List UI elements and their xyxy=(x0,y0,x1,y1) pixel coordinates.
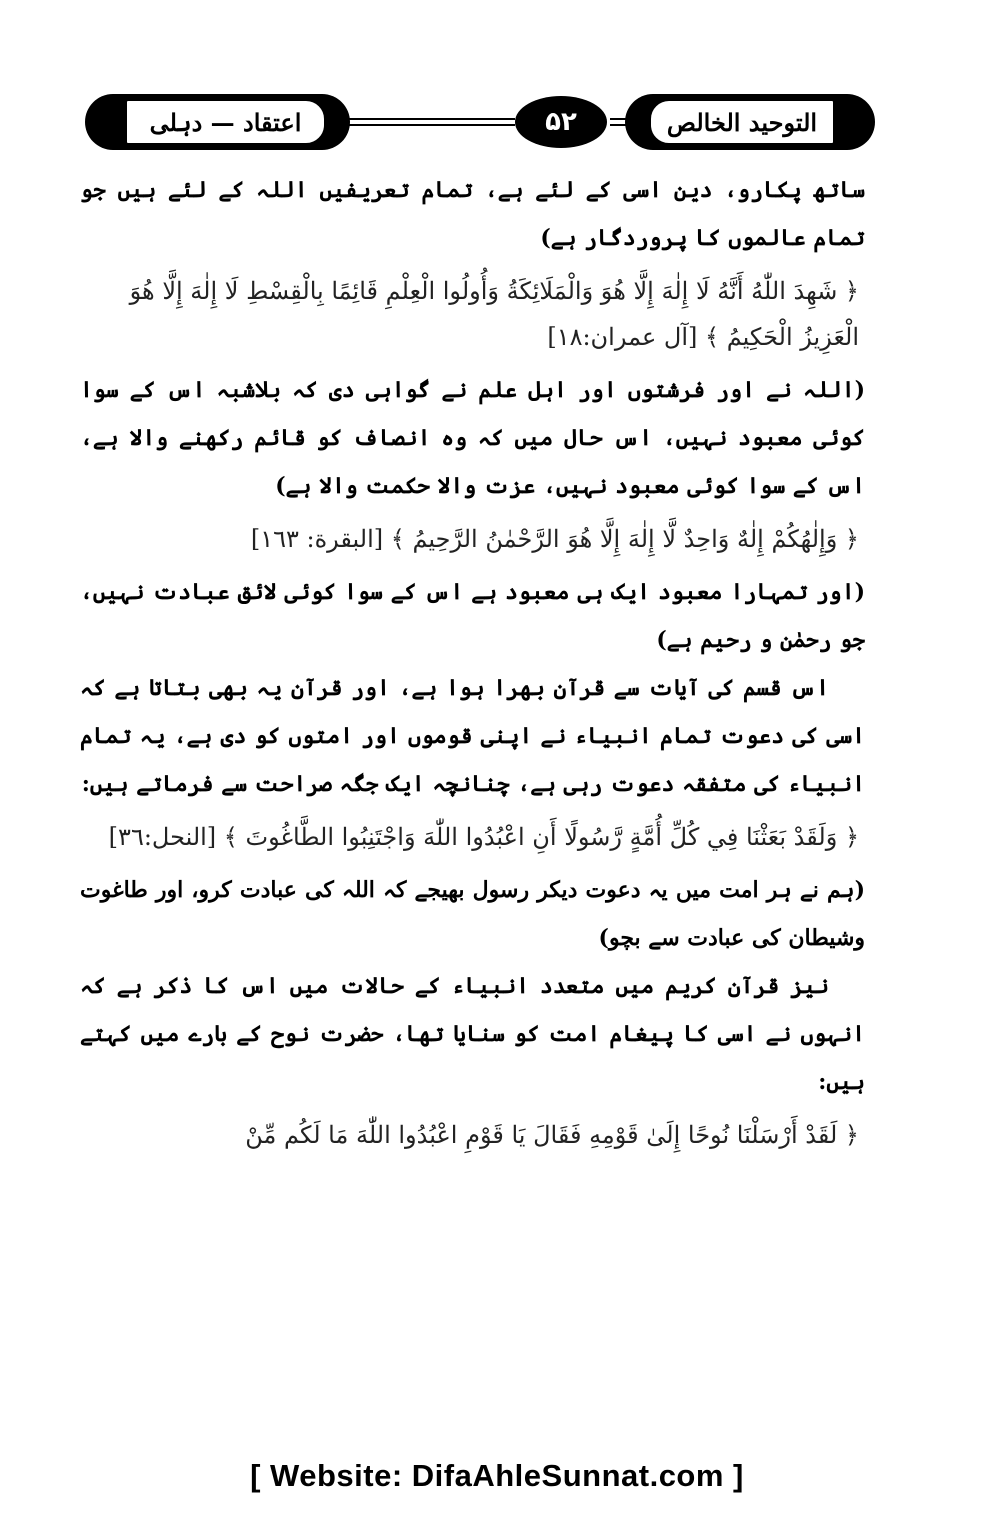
website-footer: [ Website: DifaAhleSunnat.com ] xyxy=(250,1458,744,1493)
quran-verse: ﴿ لَقَدْ أَرْسَلْنَا نُوحًا إِلَىٰ قَوْمِهِ فَقَالَ يَا قَوْمِ اعْبُدُوا اللّٰهَ مَا لَكُم مِّنْ xyxy=(245,1121,859,1149)
urdu-translation: (اللہ نے اور فرشتوں اور اہل علم نے گواہی دی کہ بلاشبہ اس کے سوا کوئی معبود نہیں، اس حال میں کہ وہ انصاف کو قائم رکھنے والا ہے، اس کے سوا کوئی معبود نہیں، عزت والا حکمت والا ہے) xyxy=(80,377,865,499)
urdu-paragraph: نیز قرآن کریم میں متعدد انبیاء کے حالات میں اس کا ذکر ہے کہ انہوں نے اسی کا پیغام امت کو سنایا تھا، حضرت نوح کے بارے میں کہتے ہیں: xyxy=(80,973,865,1095)
header-right-badge xyxy=(625,94,875,150)
quran-verse: ﴿ وَإِلٰهُكُمْ إِلٰهٌ وَاحِدٌ لَّا إِلٰهَ إِلَّا هُوَ الرَّحْمٰنُ الرَّحِيمُ ﴾ [البقرة: ١٦٣] xyxy=(250,525,859,553)
quran-verse: ﴿ وَلَقَدْ بَعَثْنَا فِي كُلِّ أُمَّةٍ رَّسُولًا أَنِ اعْبُدُوا اللّٰهَ وَاجْتَنِبُوا الطَّاغُوتَ ﴾ [النحل:٣٦] xyxy=(108,823,859,851)
header-left-badge xyxy=(85,94,350,150)
urdu-paragraph: ساتھ پکارو، دین اسی کے لئے ہے، تمام تعریفیں اللہ کے لئے ہیں جو تمام عالموں کا پروردگار ہے) xyxy=(80,177,865,251)
quran-verse: ﴿ شَهِدَ اللّٰهُ أَنَّهُ لَا إِلٰهَ إِلَّا هُوَ وَالْمَلَائِكَةُ وَأُولُوا الْعِلْمِ قَائِمًا بِالْقِسْطِ لَا إِلٰهَ إِلَّا هُوَ الْعَزِيزُ الْحَكِيمُ ﴾ [آل عمران:١٨] xyxy=(129,277,859,351)
page-number: ۵۲ xyxy=(515,96,607,148)
urdu-paragraph: اس قسم کی آیات سے قرآن بھرا ہوا ہے، اور قرآن یہ بھی بتاتا ہے کہ اسی کی دعوت تمام انبیاء نے اپنی قوموں اور امتوں کو دی ہے، یہ تمام انبیاء کی متفقہ دعوت رہی ہے، چنانچہ ایک جگہ صراحت سے فرماتے ہیں: xyxy=(80,675,865,797)
page-body xyxy=(80,166,865,1164)
urdu-translation: (ہم نے ہر امت میں یہ دعوت دیکر رسول بھیجے کہ اللہ کی عبادت کرو، اور طاغوت وشیطان کی عبادت سے بچو) xyxy=(80,877,865,951)
header-right-title: التوحید الخالص xyxy=(649,99,835,145)
running-header xyxy=(85,94,875,156)
urdu-translation: (اور تمہارا معبود ایک ہی معبود ہے اس کے سوا کوئی لائق عبادت نہیں، جو رحمٰن و رحیم ہے) xyxy=(80,579,865,653)
header-left-title: اعتقاد — دہلی xyxy=(125,99,326,145)
